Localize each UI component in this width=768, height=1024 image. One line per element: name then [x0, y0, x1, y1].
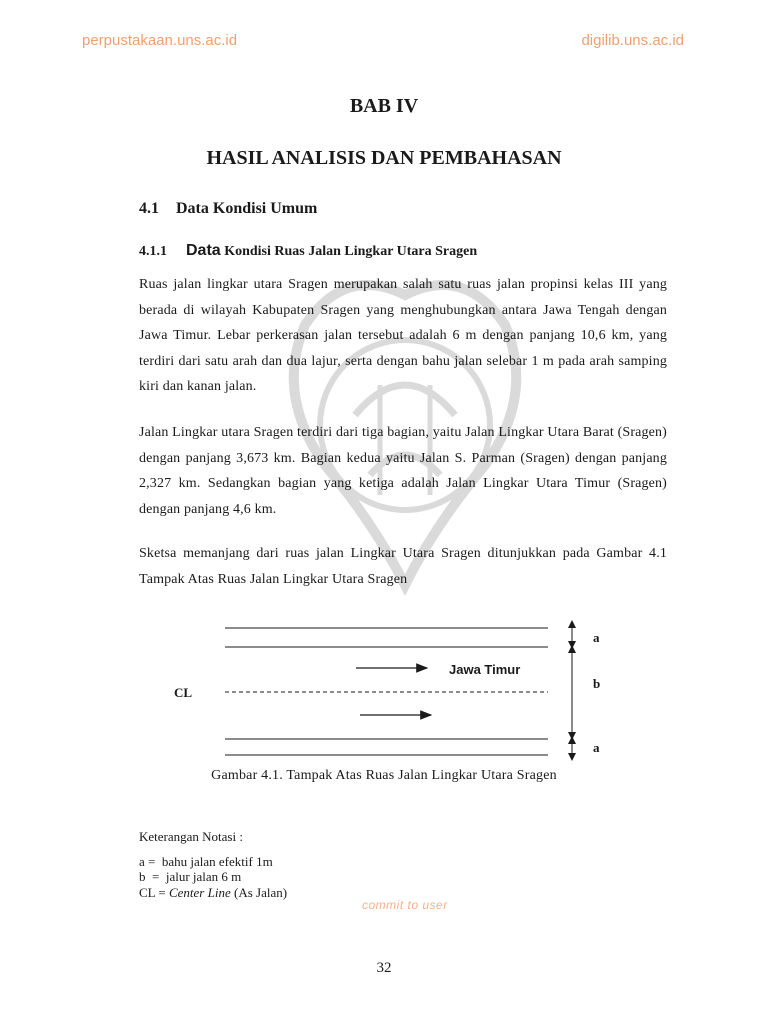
notation-item-a: a = bahu jalan efektif 1m — [139, 854, 273, 869]
subsection-title-first-word: Data — [186, 242, 221, 259]
dimension-label-middle: b — [593, 676, 601, 691]
figure-caption: Gambar 4.1. Tampak Atas Ruas Jalan Lingkar Utara Sragen — [211, 768, 557, 783]
paragraph-3: Sketsa memanjang dari ruas jalan Lingkar Utara Sragen ditunjukkan pada Gambar 4.1 Tampak Atas Ruas Jalan Lingkar Utara Sragen — [139, 546, 667, 587]
page-number: 32 — [376, 960, 392, 976]
chapter-label: BAB IV — [349, 95, 419, 117]
paragraph-1: Ruas jalan lingkar utara Sragen merupakan salah satu ruas jalan propinsi kelas III yang berada di wilayah Kabupaten Sragen yang menghubungkan antara Jawa Tengah dengan Jawa Timur. Lebar perkerasan jalan tersebut adalah 6 m dengan panjang 10,6 km, yang terdiri dari satu arah dan dua lajur, serta dengan bahu jalan selebar 1 m pada arah samping kiri dan kanan jalan. — [139, 277, 667, 394]
section-heading — [139, 200, 317, 218]
paragraph-2: Jalan Lingkar utara Sragen terdiri dari tiga bagian, yaitu Jalan Lingkar Utara Barat (Sragen) dengan panjang 3,673 km. Bagian kedua yaitu Jalan S. Parman (Sragen) dengan panjang 2,327 km. Sedangkan bagian yang ketiga adalah Jalan Lingkar Utara Timur (Sragen) dengan panjang 4,6 km. — [139, 425, 667, 517]
notation-title: Keterangan Notasi : — [139, 829, 243, 844]
centerline-label: CL — [174, 685, 193, 700]
chapter-title: HASIL ANALISIS DAN PEMBAHASAN — [206, 147, 562, 169]
section-number: 4.1 — [139, 200, 159, 217]
notation-item-b: b = jalur jalan 6 m — [139, 869, 242, 884]
notation-item-cl: CL = Center Line (As Jalan) — [139, 885, 288, 900]
dimension-label-top: a — [593, 630, 600, 645]
header-watermark-right: digilib.uns.ac.id — [581, 32, 684, 49]
subsection-heading — [139, 242, 477, 260]
direction-label: Jawa Timur — [449, 662, 521, 677]
subsection-title: Kondisi Ruas Jalan Lingkar Utara Sragen — [224, 244, 478, 259]
dimension-label-bottom: a — [593, 740, 600, 755]
header-watermark-left: perpustakaan.uns.ac.id — [82, 32, 238, 49]
subsection-number: 4.1.1 — [139, 244, 167, 259]
section-title: Data Kondisi Umum — [176, 200, 318, 217]
footer-watermark: commit to user — [362, 898, 448, 912]
road-diagram — [160, 612, 630, 762]
